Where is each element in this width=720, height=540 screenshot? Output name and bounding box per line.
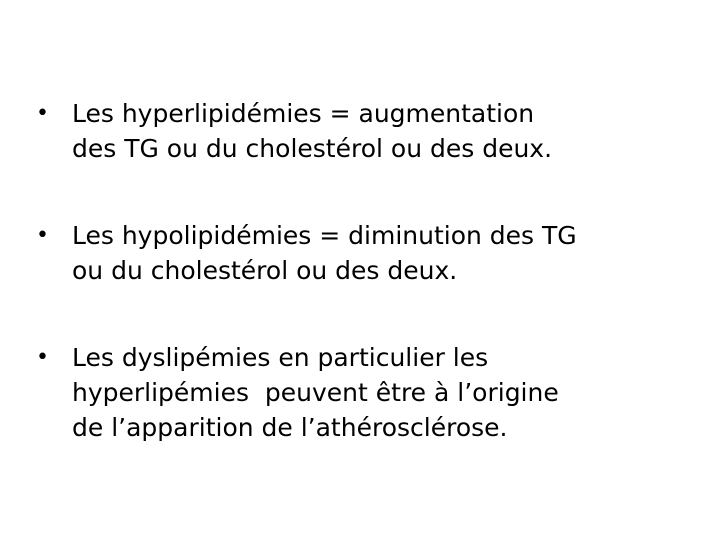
bullet-text-line: hyperlipémies peuvent être à l’origine bbox=[72, 378, 559, 407]
bullet-text-line: Les hypolipidémies = diminution des TG bbox=[72, 221, 577, 250]
bullet-marker: • bbox=[36, 345, 49, 370]
bullet-dyslipemies bbox=[36, 340, 696, 445]
bullet-text-line: des TG ou du cholestérol ou des deux. bbox=[72, 134, 553, 163]
bullet-text-line: de l’apparition de l’athérosclérose. bbox=[72, 413, 508, 442]
bullet-list bbox=[36, 96, 696, 445]
bullet-text-line: Les dyslipémies en particulier les bbox=[72, 343, 489, 372]
bullet-marker: • bbox=[36, 101, 49, 126]
bullet-marker: • bbox=[36, 223, 49, 248]
bullet-hyperlipidemies bbox=[36, 96, 696, 166]
bullet-hypolipidemies bbox=[36, 218, 696, 288]
bullet-text-line: Les hyperlipidémies = augmentation bbox=[72, 99, 535, 128]
bullet-text-line: ou du cholestérol ou des deux. bbox=[72, 256, 458, 285]
